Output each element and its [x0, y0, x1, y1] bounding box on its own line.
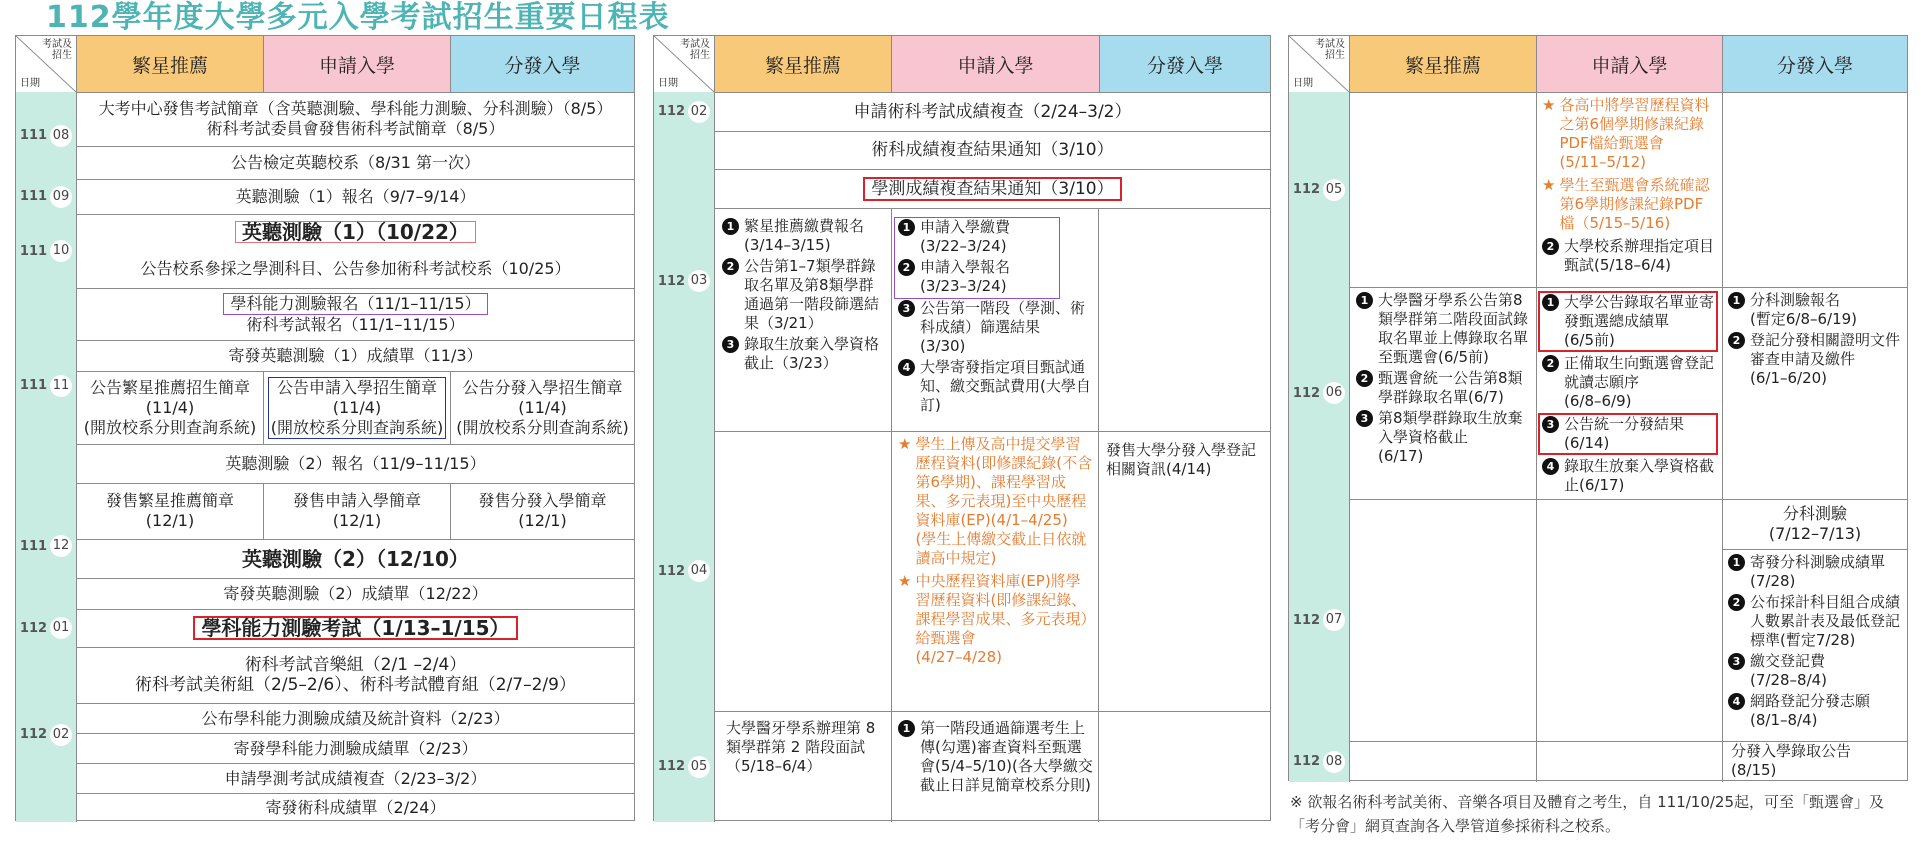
list-item: 4 大學寄發指定項目甄試通知、繳交甄試費用(大學自訂)	[898, 358, 1094, 415]
schedule-item: 寄發英聽測驗（1）成績單（11/3）	[77, 341, 634, 372]
column-divider	[1722, 287, 1723, 499]
distribution-result: 分發入學錄取公告 (8/15)	[1731, 742, 1852, 779]
list-item: 2 大學校系辦理指定項目甄試(5/18–6/4)	[1542, 237, 1718, 275]
schedule-item: 發售申請入學簡章 (12/1)	[264, 483, 451, 540]
list-item: 2 申請入學報名 (3/23–3/24)	[898, 258, 1056, 296]
date-cell: 111 11	[16, 288, 77, 483]
list-item: ★ 各高中將學習歷程資料之第6個學期修課紀錄PDF檔給甄選會 (5/11–5/12)	[1542, 96, 1710, 171]
list-item: 3 公告第一階段（學測、術科成績）篩選結果 (3/30)	[898, 299, 1094, 356]
date-cell: 112 06	[1289, 287, 1350, 499]
distribution-june-list	[1728, 291, 1904, 390]
highlight-box	[894, 217, 1060, 299]
list-item: 1 寄發分科測驗成績單 (7/28)	[1728, 553, 1904, 591]
list-item: 4 錄取生放棄入學資格截止(6/17)	[1542, 457, 1718, 495]
row-112-01	[16, 609, 634, 648]
schedule-item: 公布學科能力測驗成績及統計資料（2/23）	[77, 704, 634, 734]
row-112-08	[1289, 741, 1907, 782]
schedule-item: 申請學測考試成績複查（2/23–3/2）	[77, 764, 634, 794]
schedule-item	[264, 372, 451, 445]
application-march-list	[898, 217, 1094, 417]
list-item: 1 大學醫牙學系公告第8類學群第二階段面試錄取名單並上傳錄取名單至甄選會(6/5前)	[1356, 291, 1532, 367]
date-cell: 111 08	[16, 92, 77, 179]
header-corner	[16, 36, 77, 92]
header-star-rec: 繁星推薦	[77, 36, 264, 92]
row-112-02	[16, 647, 634, 822]
gsat-review-result: 學測成績複查結果通知（3/10）	[863, 177, 1121, 201]
corner-top-label: 考試及 招生	[1315, 39, 1345, 61]
schedule-item	[77, 92, 634, 147]
schedule-item	[77, 214, 634, 250]
schedule-item: 術科成績複查結果通知（3/10）	[715, 131, 1270, 170]
header-corner	[1289, 36, 1350, 92]
table-header	[16, 36, 634, 93]
item-text: 術科考試美術組（2/5–2/6）、術科考試體育組（2/7–2/9）	[135, 675, 576, 695]
column-divider	[1098, 711, 1099, 822]
list-item: 2 登記分發相關證明文件審查申請及繳件 (6/1–6/20)	[1728, 331, 1904, 388]
schedule-item	[77, 609, 634, 647]
schedule-item: 公告分發入學招生簡章 (11/4) (開放校系分則查詢系統)	[451, 372, 634, 445]
list-item: ★ 學生至甄選會系統確認第6學期修課紀錄PDF檔（5/15–5/16)	[1542, 176, 1710, 232]
column-divider	[1536, 287, 1537, 499]
star-icon: ★	[1542, 96, 1556, 114]
row-112-05	[1289, 92, 1907, 288]
header-application: 申請入學	[264, 36, 451, 92]
column-divider	[1536, 741, 1537, 782]
list-item: 3 第8類學群錄取生放棄入學資格截止 (6/17)	[1356, 409, 1532, 466]
list-item: 3 公告統一分發結果 (6/14)	[1538, 413, 1718, 455]
star-icon: ★	[898, 572, 912, 590]
column-divider	[1098, 431, 1099, 711]
column-divider	[1536, 499, 1537, 741]
header-distribution: 分發入學	[451, 36, 634, 92]
distribution-july-list	[1728, 553, 1904, 732]
row-112-02	[654, 92, 1270, 132]
row-111-12	[16, 483, 634, 610]
schedule-item: 英聽測驗（2）（12/10）	[77, 540, 634, 579]
schedule-panel-3	[1288, 35, 1908, 781]
table-header	[654, 36, 1270, 93]
column-divider	[891, 209, 892, 431]
row-112-06	[1289, 287, 1907, 500]
item-text: 術科考試報名（11/1–11/15）	[246, 315, 465, 334]
date-cell: 111 12	[16, 483, 77, 609]
schedule-item: 公告校系參採之學測科目、公告參加術科考試校系（10/25）	[140, 259, 571, 278]
row-111-10	[16, 214, 634, 289]
column-divider	[1722, 92, 1723, 287]
list-item: ★ 學生上傳及高中提交學習歷程資料(即修課紀錄(不含第6學期)、課程學習成果、多元表現)至中央歷程資料庫(EP)(4/1–4/25) (學生上傳繳交截止日依就讀高中規定)	[898, 435, 1093, 567]
row-112-04	[654, 431, 1270, 712]
item-text: 大考中心發售考試簡章（含英聽測驗、學科能力測驗、分科測驗）（8/5）	[98, 99, 613, 118]
corner-top-label: 考試及 招生	[680, 39, 710, 61]
column-divider	[891, 711, 892, 822]
gsat-registration: 學科能力測驗報名（11/1–11/15）	[223, 293, 487, 315]
header-distribution: 分發入學	[1723, 36, 1907, 92]
star-icon: ★	[1542, 176, 1556, 194]
header-application: 申請入學	[1537, 36, 1723, 92]
application-brochure: 公告申請入學招生簡章 (11/4) (開放校系分則查詢系統)	[268, 377, 447, 439]
row-111-09	[16, 179, 634, 215]
star-rec-june-list	[1356, 291, 1532, 468]
list-item: 2 公布採計科目組合成績人數累計表及最低登記標準(暫定7/28)	[1728, 593, 1904, 650]
schedule-item	[715, 170, 1270, 209]
schedule-item: 發售分發入學簡章 (12/1)	[451, 483, 634, 540]
list-item: 1 分科測驗報名 (暫定6/8–6/19)	[1728, 291, 1904, 329]
list-item: 3 錄取生放棄入學資格截止（3/23）	[722, 335, 887, 373]
listening-test-1: 英聽測驗（1）（10/22）	[235, 221, 476, 243]
date-cell: 111 10	[16, 214, 77, 288]
date-cell: 112 03	[654, 131, 715, 431]
star-icon: ★	[898, 435, 912, 453]
application-may-list	[898, 719, 1094, 797]
column-divider	[1098, 209, 1099, 431]
list-item: 1 繁星推薦繳費報名 (3/14–3/15)	[722, 217, 887, 255]
application-may-list	[1542, 96, 1718, 277]
header-application: 申請入學	[892, 36, 1100, 92]
schedule-panel-2	[653, 35, 1271, 821]
schedule-item: 寄發英聽測驗（2）成績單（12/22）	[223, 584, 488, 603]
corner-top-label: 考試及 招生	[42, 39, 72, 61]
row-111-11	[16, 288, 634, 484]
date-cell: 112 02	[16, 647, 77, 822]
column-divider	[1722, 741, 1723, 782]
header-star-rec: 繁星推薦	[1350, 36, 1537, 92]
schedule-item	[77, 647, 634, 704]
page-title: 112學年度大學多元入學考試招生重要日程表	[46, 0, 670, 35]
gsat-exam: 學科能力測驗考試（1/13–1/15）	[193, 616, 517, 640]
schedule-item: 申請術科考試成績複查（2/24–3/2）	[853, 101, 1132, 122]
list-item: 1 第一階段通過篩選考生上傳(勾選)審查資料至甄選會(5/4–5/10)(各大學繳交截止日詳見簡章校系分則)	[898, 719, 1094, 795]
application-april-list	[898, 435, 1094, 669]
item-text: 術科考試音樂組（2/1 –2/4）	[244, 655, 467, 675]
date-cell: 112 01	[16, 609, 77, 647]
corner-bottom-label: 日期	[658, 78, 678, 89]
schedule-item: 寄發術科成績單（2/24）	[265, 798, 446, 817]
list-item: 3 繳交登記費 (7/28–8/4)	[1728, 652, 1904, 690]
row-111-08	[16, 92, 634, 180]
list-item: 4 網路登記分發志願 (8/1–8/4)	[1728, 692, 1904, 730]
header-distribution: 分發入學	[1100, 36, 1270, 92]
header-star-rec: 繁星推薦	[715, 36, 892, 92]
distribution-april: 發售大學分發入學登記相關資訊(4/14)	[1106, 441, 1257, 478]
list-item: 2 正備取生向甄選會登記就讀志願序 (6/8–6/9)	[1542, 354, 1718, 411]
star-rec-march-list	[722, 217, 887, 375]
schedule-item: 英聽測驗（2）報名（11/9–11/15）	[225, 454, 486, 473]
list-item: 2 公告第1–7類學群錄取名單及第8類學群通過第一階段篩選結果（3/21）	[722, 257, 887, 333]
list-item: 2 甄選會統一公告第8類學群錄取名單(6/7)	[1356, 369, 1532, 407]
application-june-list	[1542, 291, 1718, 497]
footnote: ※ 欲報名術科考試美術、音樂各項目及體育之考生，自 111/10/25起，可至「甄選會」及「考分會」網頁查詢各入學管道參採術科之校系。	[1290, 793, 1885, 835]
date-cell: 111 09	[16, 179, 77, 214]
corner-bottom-label: 日期	[1293, 78, 1313, 89]
schedule-item: 英聽測驗（1）報名（9/7–9/14）	[235, 186, 476, 206]
schedule-item: 公告檢定英聽校系（8/31 第一次）	[230, 153, 481, 172]
date-cell: 112 07	[1289, 499, 1350, 741]
date-cell: 112 08	[1289, 741, 1350, 782]
column-divider	[891, 431, 892, 711]
column-divider	[1536, 92, 1537, 287]
date-cell: 112 04	[654, 431, 715, 711]
schedule-item: 公告繁星推薦招生簡章 (11/4) (開放校系分則查詢系統)	[77, 372, 264, 445]
item-text: 術科考試委員會發售術科考試簡章（8/5）	[206, 119, 505, 138]
list-item: 1 大學公告錄取名單並寄發甄選總成績單 (6/5前)	[1538, 291, 1718, 352]
schedule-item	[77, 288, 634, 341]
schedule-panel-1	[15, 35, 635, 821]
row-112-07	[1289, 499, 1907, 742]
corner-bottom-label: 日期	[20, 78, 40, 89]
subject-test: 分科測驗 (7/12–7/13)	[1723, 499, 1907, 550]
row-112-03	[654, 131, 1270, 432]
list-item: 1 申請入學繳費 (3/22–3/24)	[898, 218, 1056, 256]
row-112-05	[654, 711, 1270, 822]
header-corner	[654, 36, 715, 92]
star-rec-may: 大學醫牙學系辦理第 8 類學群第 2 階段面試（5/18–6/4）	[726, 719, 876, 775]
date-cell: 112 02	[654, 92, 715, 131]
table-header	[1289, 36, 1907, 93]
date-cell: 112 05	[1289, 92, 1350, 287]
schedule-item: 寄發學科能力測驗成績單（2/23）	[77, 734, 634, 764]
schedule-item: 發售繁星推薦簡章 (12/1)	[77, 483, 264, 540]
list-item: ★ 中央歷程資料庫(EP)將學習歷程資料(即修課紀錄、課程學習成果、多元表現）給甄選會 (4/27–4/28)	[898, 572, 1088, 666]
date-cell: 112 05	[654, 711, 715, 822]
